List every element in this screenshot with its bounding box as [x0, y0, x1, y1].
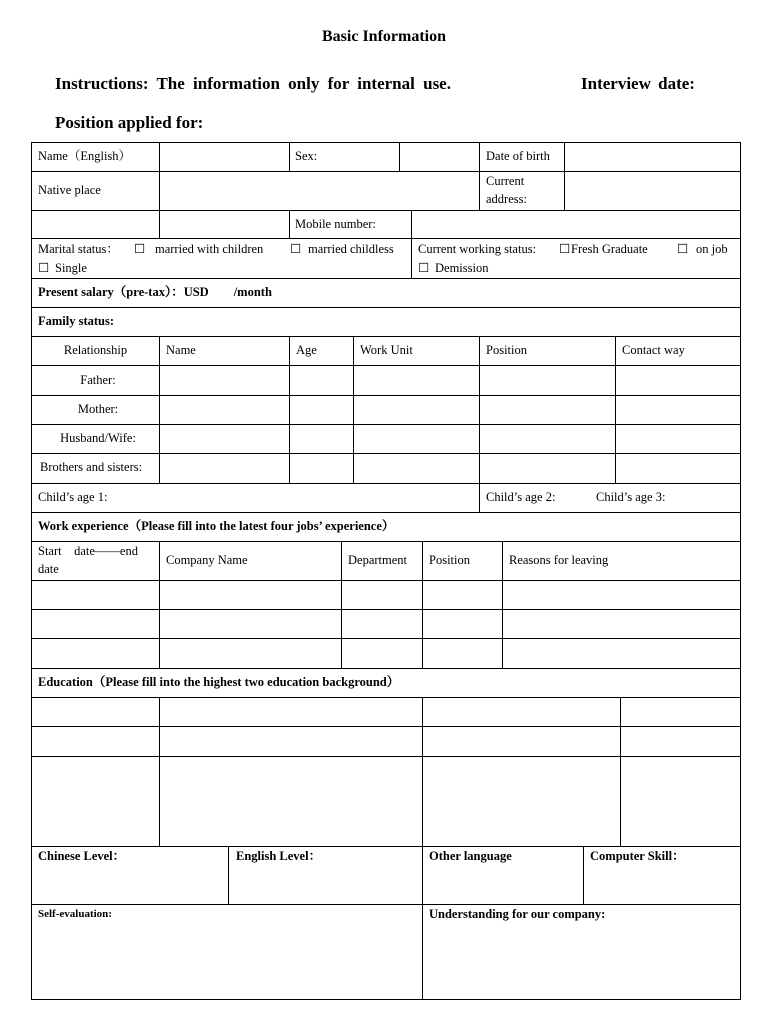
name-label: Name（English）: [38, 149, 132, 163]
current-address-label: Current: [486, 174, 525, 188]
single-label: Single: [55, 261, 87, 275]
working-status-label: Current working status:: [418, 242, 537, 256]
sex-label: Sex:: [295, 149, 318, 163]
current-address-label-cont: address:: [486, 192, 527, 206]
family-header-contact: Contact way: [622, 343, 685, 357]
married-children-label: married with children: [155, 242, 264, 256]
native-place-label: Native place: [38, 183, 101, 197]
family-header-name: Name: [166, 343, 196, 357]
family-header-work-unit: Work Unit: [360, 343, 413, 357]
child-age-1-label: Child’s age 1:: [38, 490, 108, 504]
family-header-age: Age: [296, 343, 317, 357]
dob-label: Date of birth: [486, 149, 550, 163]
family-header-relationship: Relationship: [63, 343, 128, 357]
sex-field[interactable]: [400, 143, 479, 171]
other-language-label: Other language: [429, 849, 512, 863]
family-row-spouse: Husband/Wife:: [60, 431, 136, 445]
marital-status-label: Marital status：: [38, 242, 119, 256]
mobile-field[interactable]: [412, 211, 740, 238]
mobile-label: Mobile number:: [295, 217, 376, 231]
position-applied-label: Position applied for:: [55, 113, 204, 132]
family-row-siblings: Brothers and sisters:: [40, 460, 143, 474]
work-header-start-date: Start date——end: [38, 544, 138, 558]
work-experience-label: Work experience（Please fill into the latest four jobs’ experience）: [38, 519, 395, 533]
work-header-reasons: Reasons for leaving: [509, 553, 609, 567]
work-header-position: Position: [429, 553, 470, 567]
fresh-graduate-checkbox[interactable]: ☐: [559, 242, 571, 256]
self-evaluation-label: Self-evaluation:: [38, 908, 112, 920]
family-row-father: Father:: [80, 373, 116, 387]
single-checkbox[interactable]: ☐: [38, 261, 50, 275]
married-childless-label: married childless: [308, 242, 394, 256]
child-age-3-label: Child’s age 3:: [596, 490, 666, 504]
demission-label: Demission: [435, 261, 489, 275]
form-title: Basic Information: [322, 28, 446, 45]
current-address-field[interactable]: [565, 172, 740, 210]
interview-date-label: Interview date:: [581, 74, 695, 93]
name-field[interactable]: [160, 143, 289, 171]
married-children-checkbox[interactable]: ☐: [134, 242, 146, 256]
on-job-checkbox[interactable]: ☐: [677, 242, 689, 256]
demission-checkbox[interactable]: ☐: [418, 261, 430, 275]
married-childless-checkbox[interactable]: ☐: [290, 242, 302, 256]
family-header-position: Position: [486, 343, 527, 357]
work-header-department: Department: [348, 553, 408, 567]
instructions-text: Instructions: The information only for internal use.: [55, 74, 451, 93]
family-status-label: Family status:: [38, 314, 115, 328]
present-salary-label: Present salary（pre-tax）：USD /month: [38, 285, 272, 299]
education-label: Education（Please fill into the highest two education background）: [38, 675, 400, 689]
work-header-start-date-cont: date: [38, 562, 59, 576]
native-place-field[interactable]: [160, 172, 479, 210]
chinese-level-label: Chinese Level：: [38, 849, 126, 863]
on-job-label: on job: [696, 242, 728, 256]
computer-skill-label: Computer Skill：: [590, 849, 685, 863]
fresh-graduate-label: Fresh Graduate: [571, 242, 648, 256]
family-row-mother: Mother:: [77, 402, 119, 416]
child-age-2-label: Child’s age 2:: [486, 490, 556, 504]
dob-field[interactable]: [565, 143, 740, 171]
understanding-company-label: Understanding for our company:: [429, 907, 606, 921]
work-header-company: Company Name: [166, 553, 248, 567]
english-level-label: English Level：: [236, 849, 322, 863]
